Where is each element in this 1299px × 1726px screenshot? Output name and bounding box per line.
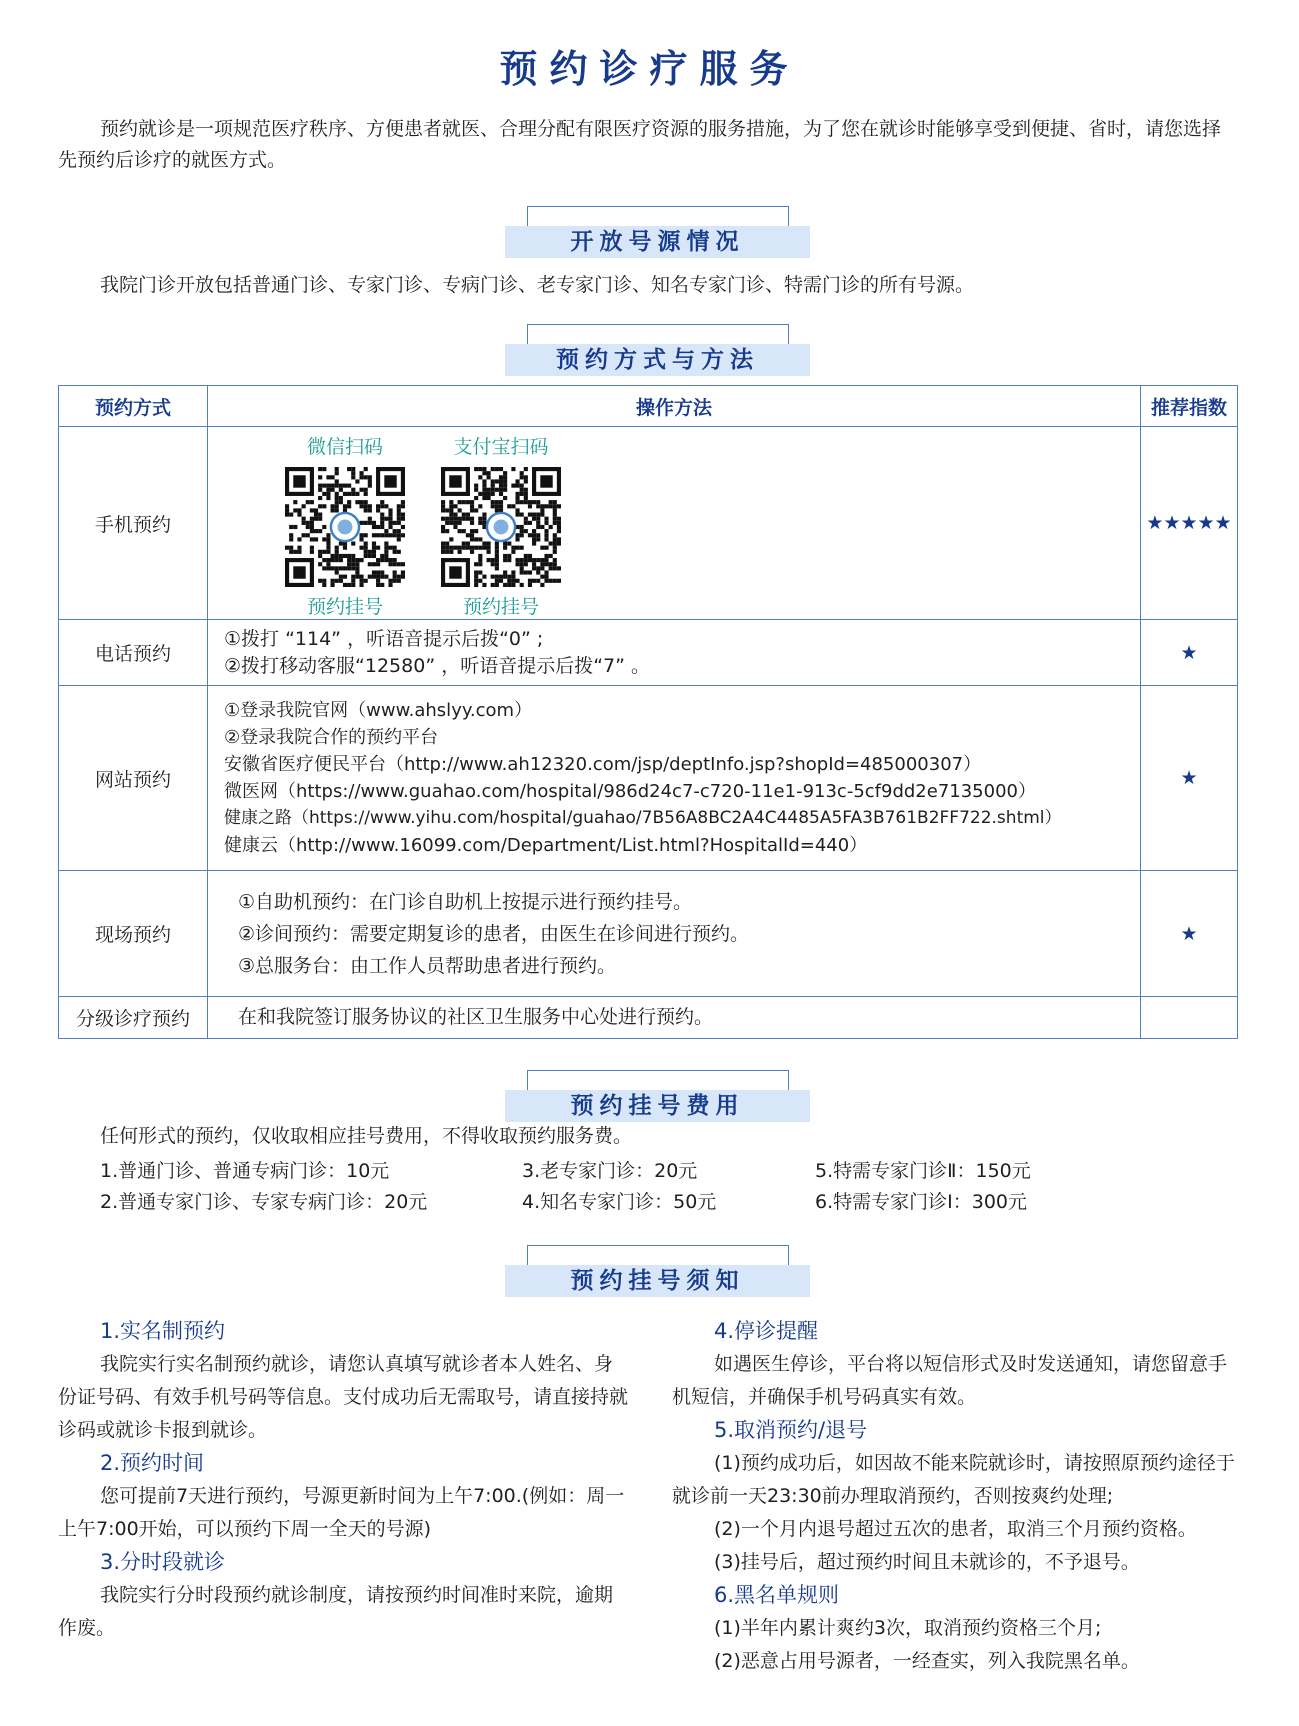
- fee-item: 1.普通门诊、普通专病门诊：10元: [100, 1160, 390, 1182]
- notice-body: 我院实行实名制预约就诊，请您认真填写就诊者本人姓名、身份证号码、有效手机号码等信息。支付成功后无需取号，请直接持就诊码或就诊卡报到就诊。: [58, 1353, 629, 1441]
- notice-item: (2)一个月内退号超过五次的患者，取消三个月预约资格。: [714, 1518, 1197, 1540]
- fees-intro: 任何形式的预约，仅收取相应挂号费用，不得收取预约服务费。: [100, 1125, 633, 1147]
- notice-item: (2)恶意占用号源者，一经查实，列入我院黑名单。: [714, 1650, 1140, 1672]
- notice-body: 如遇医生停诊，平台将以短信形式及时发送通知，请您留意手机短信，并确保手机号码真实有效。: [672, 1353, 1228, 1408]
- section-header-notice: [505, 1245, 810, 1303]
- notice-title: 3.分时段就诊: [100, 1550, 226, 1574]
- notice-right-column: [672, 1315, 1242, 1678]
- web-link-yihu[interactable]: 健康之路（https://www.yihu.com/hospital/guahao/7B56A8BC2A4C4485A5FA3B761B2FF722.shtml）: [224, 808, 1062, 828]
- methods-table: [58, 385, 1238, 1039]
- rating-phone: ★: [1141, 620, 1238, 686]
- notice-body: 您可提前7天进行预约，号源更新时间为上午7:00.(例如：周一上午7:00开始，可以预约下周一全天的号源): [58, 1485, 625, 1540]
- table-row-onsite: [59, 871, 1238, 997]
- web-link-16099[interactable]: 健康云（http://www.16099.com/Department/List.html?HospitalId=440）: [224, 835, 868, 856]
- section-header-open-sources: [505, 206, 810, 264]
- table-row-mobile: [59, 427, 1238, 620]
- alipay-qr-code-icon[interactable]: [441, 467, 561, 587]
- header-rating: 推荐指数: [1141, 386, 1238, 427]
- header-method: 预约方式: [59, 386, 208, 427]
- fee-item: 3.老专家门诊：20元: [522, 1160, 698, 1182]
- header-operation: 操作方法: [208, 386, 1141, 427]
- notice-title: 1.实名制预约: [100, 1319, 226, 1343]
- notice-title: 5.取消预约/退号: [714, 1418, 868, 1442]
- table-row-tiered: [59, 997, 1238, 1039]
- fee-item: 6.特需专家门诊Ⅰ：300元: [815, 1191, 1027, 1213]
- alipay-qr-caption: 支付宝扫码: [453, 436, 549, 458]
- notice-title: 2.预约时间: [100, 1451, 205, 1475]
- phone-line: ②拨打移动客服“12580” ，听语音提示后拨“7” 。: [224, 654, 651, 677]
- section-title: 预约挂号费用: [570, 1093, 745, 1119]
- section-title: 开放号源情况: [570, 229, 745, 255]
- rating-web: ★: [1141, 686, 1238, 871]
- section-title: 预约方式与方法: [556, 347, 759, 373]
- table-row-web: [59, 686, 1238, 871]
- fee-item: 4.知名专家门诊：50元: [522, 1191, 717, 1213]
- phone-line: ①拨打 “114” ，听语音提示后拨“0” ;: [224, 627, 544, 650]
- table-row-phone: [59, 620, 1238, 686]
- notice-left-column: [58, 1315, 628, 1645]
- onsite-line: ②诊间预约：需要定期复诊的患者，由医生在诊间进行预约。: [238, 922, 750, 945]
- fee-item: 2.普通专家门诊、专家专病门诊：20元: [100, 1191, 428, 1213]
- open-sources-text: 我院门诊开放包括普通门诊、专家门诊、专病门诊、老专家门诊、知名专家门诊、特需门诊的所有号源。: [100, 274, 975, 296]
- web-link-ah12320[interactable]: 安徽省医疗便民平台（http://www.ah12320.com/jsp/deptInfo.jsp?shopId=485000307）: [224, 754, 982, 775]
- notice-title: 6.黑名单规则: [714, 1583, 840, 1607]
- web-operation: [208, 686, 1141, 871]
- section-header-methods: [505, 324, 810, 382]
- section-header-fees: [505, 1070, 810, 1128]
- method-web: 网站预约: [59, 686, 208, 871]
- onsite-operation: [208, 871, 1141, 997]
- mobile-qr-cell: [208, 427, 1141, 620]
- tiered-operation: 在和我院签订服务协议的社区卫生服务中心处进行预约。: [208, 997, 1141, 1039]
- method-mobile: 手机预约: [59, 427, 208, 620]
- alipay-qr-block[interactable]: [436, 433, 566, 621]
- web-link-guahao[interactable]: 微医网（https://www.guahao.com/hospital/986d24c7-c720-11e1-913c-5cf9dd2e7135000）: [224, 781, 1036, 802]
- wechat-qr-block[interactable]: [280, 433, 410, 621]
- rating-mobile: ★★★★★: [1141, 427, 1238, 620]
- notice-item: (3)挂号后，超过预约时间且未就诊的，不予退号。: [714, 1551, 1140, 1573]
- onsite-line: ①自助机预约：在门诊自助机上按提示进行预约挂号。: [238, 890, 693, 913]
- intro-paragraph: 预约就诊是一项规范医疗秩序、方便患者就医、合理分配有限医疗资源的服务措施，为了您在就诊时能够享受到便捷、省时，请您选择先预约后诊疗的就医方式。: [58, 118, 1222, 171]
- table-header-row: [59, 386, 1238, 427]
- alipay-qr-subcaption: 预约挂号: [462, 596, 539, 618]
- phone-operation: [208, 620, 1141, 686]
- notice-body: 我院实行分时段预约就诊制度，请按预约时间准时来院，逾期作废。: [58, 1584, 614, 1639]
- notice-title: 4.停诊提醒: [714, 1319, 819, 1343]
- wechat-qr-subcaption: 预约挂号: [306, 596, 383, 618]
- method-onsite: 现场预约: [59, 871, 208, 997]
- rating-onsite: ★: [1141, 871, 1238, 997]
- notice-body: (1)预约成功后，如因故不能来院就诊时，请按照原预约途径于就诊前一天23:30前办理取消预约，否则按爽约处理;: [672, 1452, 1235, 1507]
- wechat-qr-caption: 微信扫码: [306, 436, 383, 458]
- section-title: 预约挂号须知: [570, 1268, 745, 1294]
- rating-tiered: [1141, 997, 1238, 1039]
- method-tiered: 分级诊疗预约: [59, 997, 208, 1039]
- method-phone: 电话预约: [59, 620, 208, 686]
- wechat-qr-code-icon[interactable]: [285, 467, 405, 587]
- page-title: 预约诊疗服务: [499, 47, 800, 91]
- fee-item: 5.特需专家门诊Ⅱ：150元: [815, 1160, 1031, 1182]
- onsite-line: ③总服务台：由工作人员帮助患者进行预约。: [238, 954, 617, 977]
- web-line-official[interactable]: ①登录我院官网（www.ahslyy.com）: [224, 700, 533, 721]
- web-line-partner: ②登录我院合作的预约平台: [224, 727, 439, 748]
- notice-item: (1)半年内累计爽约3次，取消预约资格三个月;: [714, 1617, 1102, 1639]
